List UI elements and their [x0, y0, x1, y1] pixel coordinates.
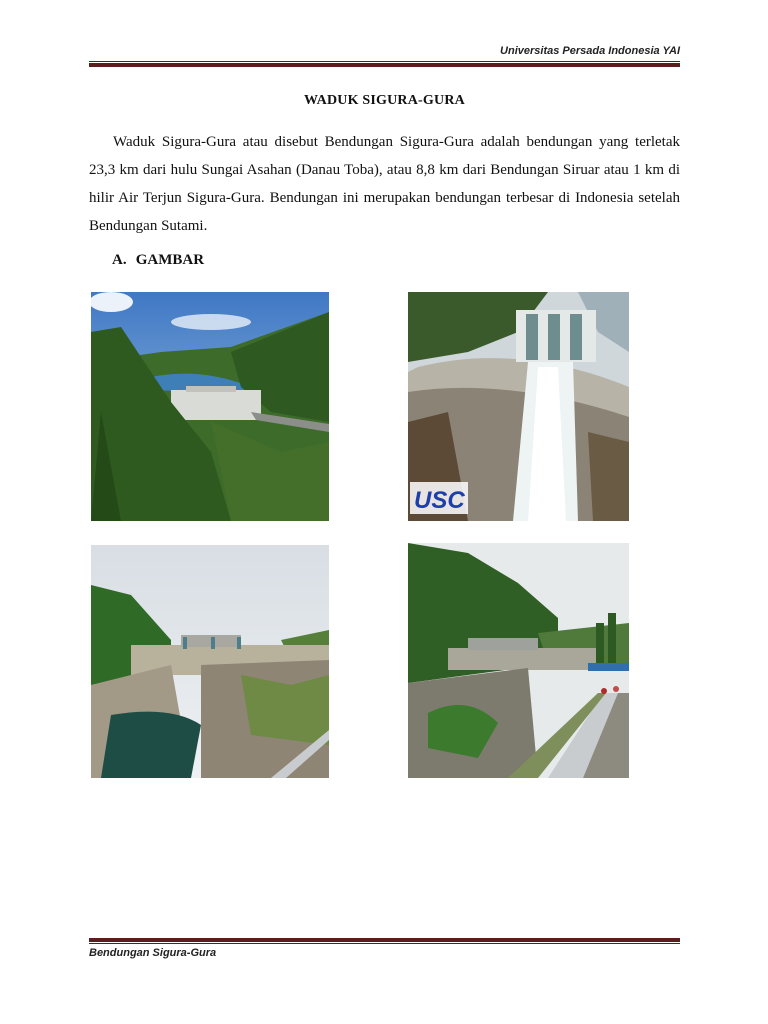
photo-spillway-water [408, 292, 629, 521]
footer-rule-thin [89, 943, 680, 944]
footer-label: Bendungan Sigura-Gura [89, 947, 217, 959]
photo-watermark-text: USC [414, 487, 465, 514]
section-title: GAMBAR [135, 252, 205, 268]
photo-dam-reservoir [91, 545, 329, 778]
header-rule-thick [89, 63, 680, 67]
footer-rule-thick [89, 938, 680, 942]
section-number: A. [112, 252, 127, 268]
section-heading [112, 252, 204, 269]
header-rule-thin [89, 61, 680, 62]
photo-dam-valley [91, 292, 329, 521]
intro-paragraph: Waduk Sigura-Gura atau disebut Bendungan Sigura-Gura adalah bendungan yang terletak 23,3 km dari hulu Sungai Asahan (Danau Toba), atau 8,8 km dari Bendungan Siruar atau 1 km di hilir Air Terjun Sigura-Gura. Bendungan ini merupakan bendungan terbesar di Indonesia setelah Bendungan Sutami. [89, 134, 680, 234]
header-institution: Universitas Persada Indonesia YAI [500, 45, 680, 57]
document-title: WADUK SIGURA-GURA [304, 93, 465, 108]
photo-dam-roadside [408, 543, 629, 778]
